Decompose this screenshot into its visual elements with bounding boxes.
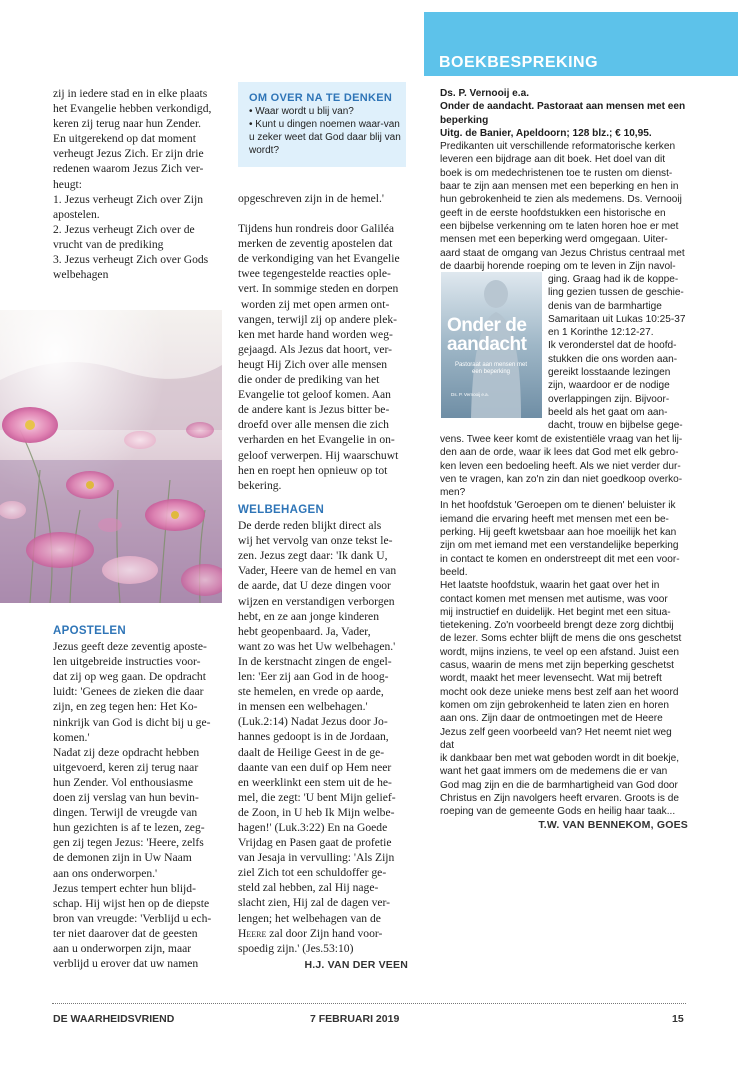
review-publisher: Uitg. de Banier, Apeldoorn; 128 blz.; € 10,95. [440, 127, 652, 139]
text-line: 3. Jezus verheugt Zich over Gods [53, 253, 209, 267]
text-line: de lezer. Soms echter blijft de mens die ons geschetst [440, 633, 682, 645]
text-line: in contact te komen en onderstreept dit met een voor- [440, 553, 680, 565]
text-line: aan ons. Zijn daar de ontmoetingen met de Heere [440, 713, 663, 725]
text-line: die onder de prediking van het [238, 373, 380, 387]
text-line: mensen met een beperking werd omgegaan. Uiter- [440, 234, 668, 246]
text-line: casus, waarin de mens met zijn beperking geschetst [440, 660, 674, 672]
book-review-wrap [548, 273, 690, 433]
text-line: verblijd u erover dat uw namen [53, 957, 199, 971]
section-label: BOEKBESPREKING [439, 54, 599, 71]
text-line: de daarbij horende roeping om te leven in Zijn navol- [440, 260, 676, 272]
text-line: daante van een duif op Hem neer [238, 760, 392, 774]
issue-date: 7 FEBRUARI 2019 [310, 1013, 400, 1025]
text-line: En uitgerekend op dat moment [53, 132, 196, 146]
text-line: dat zij op weg gaan. De opdracht [53, 670, 206, 684]
text-line: vrucht van de prediking [53, 237, 164, 251]
text-line: ken met harde hand worden weg- [238, 327, 393, 341]
text-line: zijn, waardoor er de nodige [548, 380, 670, 392]
text-line: Jezus zelf geen voorbeeld van? Het neemt niet weg dat [440, 726, 672, 751]
text-line: hebt, en ze aan jonge kinderen [238, 609, 379, 623]
text-line: (Luk.2:14) Nadat Jezus door Jo- [238, 715, 388, 729]
cover-author: Ds. P. Vernooij e.a. [451, 392, 489, 397]
cover-title: Onder de aandacht [447, 315, 527, 355]
text-line: ik dankbaar ben met wat geboden wordt in dit boekje, [440, 753, 680, 765]
text-line: bron van vreugde: 'Verblijd u ech- [53, 911, 212, 925]
text-line: welbehagen [53, 268, 109, 282]
text-line: in mensen een welbehagen.' [238, 700, 368, 714]
small-caps-word: Heere [238, 926, 267, 940]
text-line: stukken die ons worden aan- [548, 353, 678, 365]
text-line: daalt de Heilige Geest in de ge- [238, 745, 385, 759]
text-line: zen. Jezus zegt daar: 'Ik dank U, [238, 549, 388, 563]
text-line: ninkrijk van God is dicht bij u ge- [53, 715, 211, 729]
text-line: overlappingen zijn. Bijvoor- [548, 393, 670, 405]
text-line: luidt: 'Genees de zieken die daar [53, 685, 204, 699]
magazine-name: DE WAARHEIDSVRIEND [53, 1013, 175, 1025]
text-line: geloof verwerpen. Hij waarschuwt [238, 448, 399, 462]
text-line: hannes gedoopt is in de Jordaan, [238, 730, 389, 744]
text-line: aan u onderworpen zijn, maar [53, 941, 192, 955]
text-line: Evangelie tot geloof komen. Aan [238, 388, 391, 402]
text-line: de andere kant is Jezus bitter be- [238, 403, 390, 417]
text-line: vert. In sommige steden en dorpen [238, 282, 399, 296]
cover-subtitle: Pastoraat aan mensen met een beperking [454, 362, 528, 375]
reflection-question: • Waar wordt u blij van? [249, 105, 401, 118]
reflection-questions [249, 105, 401, 157]
text-line: beeld. [440, 566, 468, 578]
text-line: droefd over alle mensen die zich [238, 418, 389, 432]
text-line: merken de zeventig apostelen dat [238, 237, 393, 251]
text-line: vangen, terwijl zij op andere plek- [238, 312, 398, 326]
book-review-header [440, 87, 688, 273]
text-line: doen zij verslag van hun bevin- [53, 791, 199, 805]
page-number: 15 [672, 1013, 684, 1025]
text-line: baar te zijn aan mensen met een beperking en hen in [440, 181, 679, 193]
column-2-top [238, 191, 408, 493]
text-line: boek is om medechristenen toe te rusten om dienst- [440, 167, 673, 179]
text-line: ste hemelen, en vrede op aarde, [238, 685, 384, 699]
text-line: In het hoofdstuk 'Geroepen om te dienen' beluister ik [440, 500, 676, 512]
text-line: vens. Twee keer komt de existentiële vraag van het lij- [440, 434, 683, 445]
text-line: en weerklinkt een stem uit de he- [238, 775, 392, 789]
text-line: God mag zijn en die de barmhartigheid van God door [440, 779, 678, 791]
cosmos-flowers-photo [0, 310, 222, 603]
text-line: Samaritaan uit Lukas 10:25-37 [548, 313, 686, 325]
text-line: hun gebrokenheid te zien als medemens. Ds. Vernooij [440, 194, 682, 206]
book-cover [441, 272, 542, 418]
text-line: Jezus geeft deze zeventig aposte- [53, 640, 207, 654]
text-line: bekering. [238, 478, 282, 492]
text-line: hun gezichten is af te lezen, zeg- [53, 821, 205, 835]
text-line: denis van de barmhartige [548, 300, 662, 312]
text-line: een bijbelse verkenning om te laten horen hoe er met [440, 220, 679, 232]
text-line: aard staat de omgang van Jezus Christus centraal met [440, 247, 685, 259]
text-line: Predikanten uit verschillende reformatorische kerken [440, 141, 676, 153]
text-line: aan ons onderworpen.' [53, 866, 158, 880]
reflection-heading: OM OVER NA TE DENKEN [249, 92, 393, 104]
text-line: hen en roept hen opnieuw op tot [238, 463, 388, 477]
text-line: het Evangelie hebben verkondigd, [53, 102, 212, 116]
text-line: apostelen. [53, 207, 100, 221]
text-line: ziel Zich tot een schuldoffer ge- [238, 866, 387, 880]
text-line: en 1 Korinthe 12:12-27. [548, 327, 654, 339]
text-line: lengen; het welbehagen van de [238, 911, 381, 925]
text-line: Ik veronderstel dat de hoofd- [548, 340, 677, 352]
text-line: mij instructief en duidelijk. Het begint met een situa- [440, 606, 671, 618]
text-line: wijzen en verstandigen verborgen [238, 594, 395, 608]
text-line: gejaagd. Als Jezus dat hoort, ver- [238, 342, 392, 356]
text-line: spoedig zijn.' (Jes.53:10) [238, 941, 354, 955]
text-line: Vader, Heere van de hemel en van [238, 564, 397, 578]
text-line: ken leven een bedoeling heeft. Als we niet verder dur- [440, 460, 681, 472]
text-line: leveren een bijdrage aan dit boek. Het doel van dit [440, 154, 666, 166]
reflection-question: • Kunt u dingen noemen waar-van u zeker weet dat God daar blij van wordt? [249, 118, 401, 157]
welbehagen-section [238, 503, 408, 973]
text-line: keren zij terug naar hun Zender. [53, 117, 202, 131]
text-line: steld zal hebben, zal Hij nage- [238, 881, 379, 895]
text-line: want het gaat immers om de medemens die er van [440, 766, 668, 778]
text-line: Christus en Zijn navolgers heeft ervaren. Groots is de [440, 793, 679, 805]
reviewer-signature: T.W. VAN BENNEKOM, GOES [538, 818, 688, 831]
text-line: perking. Hij geeft kwetsbaar aan hoe moeilijk het kan [440, 527, 677, 539]
text-line: wij het vervolg van onze tekst le- [238, 534, 393, 548]
text-line: de aarde, dat U deze dingen voor [238, 579, 391, 593]
text-line: ven te vragen, kan zo'n zin dan niet goedkoop overko- [440, 473, 683, 485]
text-line: len: 'Eer zij aan God in de hoog- [238, 670, 389, 684]
text-line: Jezus tempert echter hun blijd- [53, 881, 196, 895]
text-line: gereikt losstaande lezingen [548, 367, 671, 379]
text-line: gen zij tegen Jezus: 'Heere, zelfs [53, 836, 204, 850]
text-line: hun Zender. Vol enthousiasme [53, 775, 193, 789]
spacer [238, 206, 408, 221]
text-fragment: zal door Zijn hand voor- [266, 926, 383, 940]
text-line: uitgevoerd, keren zij terug naar [53, 760, 199, 774]
text-line: zijn, en zeg tegen hen: Het Ko- [53, 700, 198, 714]
text-line: dacht, trouw en bijbelse gege- [548, 420, 683, 432]
text-line: geeft in de eerste hoofdstukken een historische en [440, 207, 666, 219]
text-line: want zo was het Uw welbehagen.' [238, 639, 396, 653]
text-line: zijn om met iemand met een verstandelijke beperking [440, 540, 679, 552]
footer-divider [52, 1003, 686, 1004]
text-line: men? [440, 487, 466, 499]
apostelen-section [53, 624, 225, 971]
text-line: de Zoon, in U heb Ik Mijn welbe- [238, 805, 395, 819]
apostelen-heading: APOSTELEN [53, 625, 126, 637]
text-line: worden zij met open armen ont- [238, 297, 390, 311]
text-line: Het laatste hoofdstuk, waarin het gaat over het in [440, 580, 660, 592]
text-line: tietekening. Zo'n voorbeeld brengt deze zorg dichtbij [440, 620, 674, 632]
text-line: contact komen met mensen met autisme, was voor [440, 593, 668, 605]
text-line: De derde reden blijkt direct als [238, 519, 382, 533]
text-line: hagen!' (Luk.3:22) En na Goede [238, 820, 388, 834]
text-line: komen.' [53, 730, 90, 744]
text-line: schap. Hij wijst hen op de diepste [53, 896, 210, 910]
text-line: mocht ook deze unieke mens best zelf aan het woord [440, 686, 679, 698]
text-line: opgeschreven zijn in de hemel.' [238, 192, 384, 205]
text-line: roeping van de gemeente Gods en heilig haar taak... [440, 806, 676, 818]
text-line: zij in iedere stad en in elke plaats [53, 87, 208, 100]
text-line: wordt, maakt het meer levensecht. Wat mij betreft [440, 673, 662, 685]
text-line: wordt, mijns inziens, te veel op een afstand. Juist een [440, 646, 680, 658]
text-line: iemand die ervaring heeft met mensen met een be- [440, 513, 669, 525]
text-line: de verkondiging van het Evangelie [238, 252, 400, 266]
text-line: ling gezien tussen de geschie- [548, 287, 684, 299]
text-line: verheugt Jezus Zich. Er zijn drie [53, 147, 204, 161]
text-line: ging. Graag had ik de koppe- [548, 274, 679, 285]
text-line: 2. Jezus verheugt Zich over de [53, 222, 195, 236]
author-signature: H.J. VAN DER VEEN [304, 958, 408, 971]
text-line: hebt geopenbaard. Ja, Vader, [238, 624, 371, 638]
text-line: Vrijdag en Pasen gaat de profetie [238, 836, 392, 850]
text-line: heugt Hij Zich over alle mensen [238, 357, 388, 371]
text-line: ter niet daarover dat de geesten [53, 926, 198, 940]
text-line: In de kerstnacht zingen de engel- [238, 654, 392, 668]
section-banner [424, 12, 738, 76]
text-line: twee tegengestelde reacties ople- [238, 267, 391, 281]
text-line: komen om zijn gebrokenheid te laten zien en horen [440, 699, 669, 711]
text-line: de demonen zijn in Uw Naam [53, 851, 192, 865]
text-line: den aan de orde, waar ik lees dat God met elk gebro- [440, 447, 679, 459]
text-line: Nadat zij deze opdracht hebben [53, 745, 200, 759]
text-line [238, 926, 408, 941]
text-line: 1. Jezus verheugt Zich over Zijn [53, 192, 204, 206]
reflection-box [238, 82, 406, 167]
text-line: len uitgebreide instructies voor- [53, 655, 201, 669]
text-line: slacht zien, Hij zal de dagen ver- [238, 896, 391, 910]
review-title: Onder de aandacht. Pastoraat aan mensen met een beperking [440, 101, 686, 126]
review-author: Ds. P. Vernooij e.a. [440, 88, 530, 99]
text-line: beeld als het gaat om aan- [548, 406, 668, 418]
column-1-top [53, 86, 223, 282]
text-line: mel, die zegt: 'U bent Mijn gelief- [238, 790, 396, 804]
text-line: redenen waarom Jezus Zich ver- [53, 162, 204, 176]
text-line: Tijdens hun rondreis door Galiléa [238, 222, 395, 236]
text-line: van Jesaja in vervulling: 'Als Zijn [238, 851, 395, 865]
book-review-body [440, 433, 688, 832]
text-line: verharden en het Evangelie in on- [238, 433, 395, 447]
welbehagen-heading: WELBEHAGEN [238, 504, 325, 516]
text-line: heugt: [53, 177, 82, 191]
text-line: dingen. Terwijl de vreugde van [53, 806, 198, 820]
